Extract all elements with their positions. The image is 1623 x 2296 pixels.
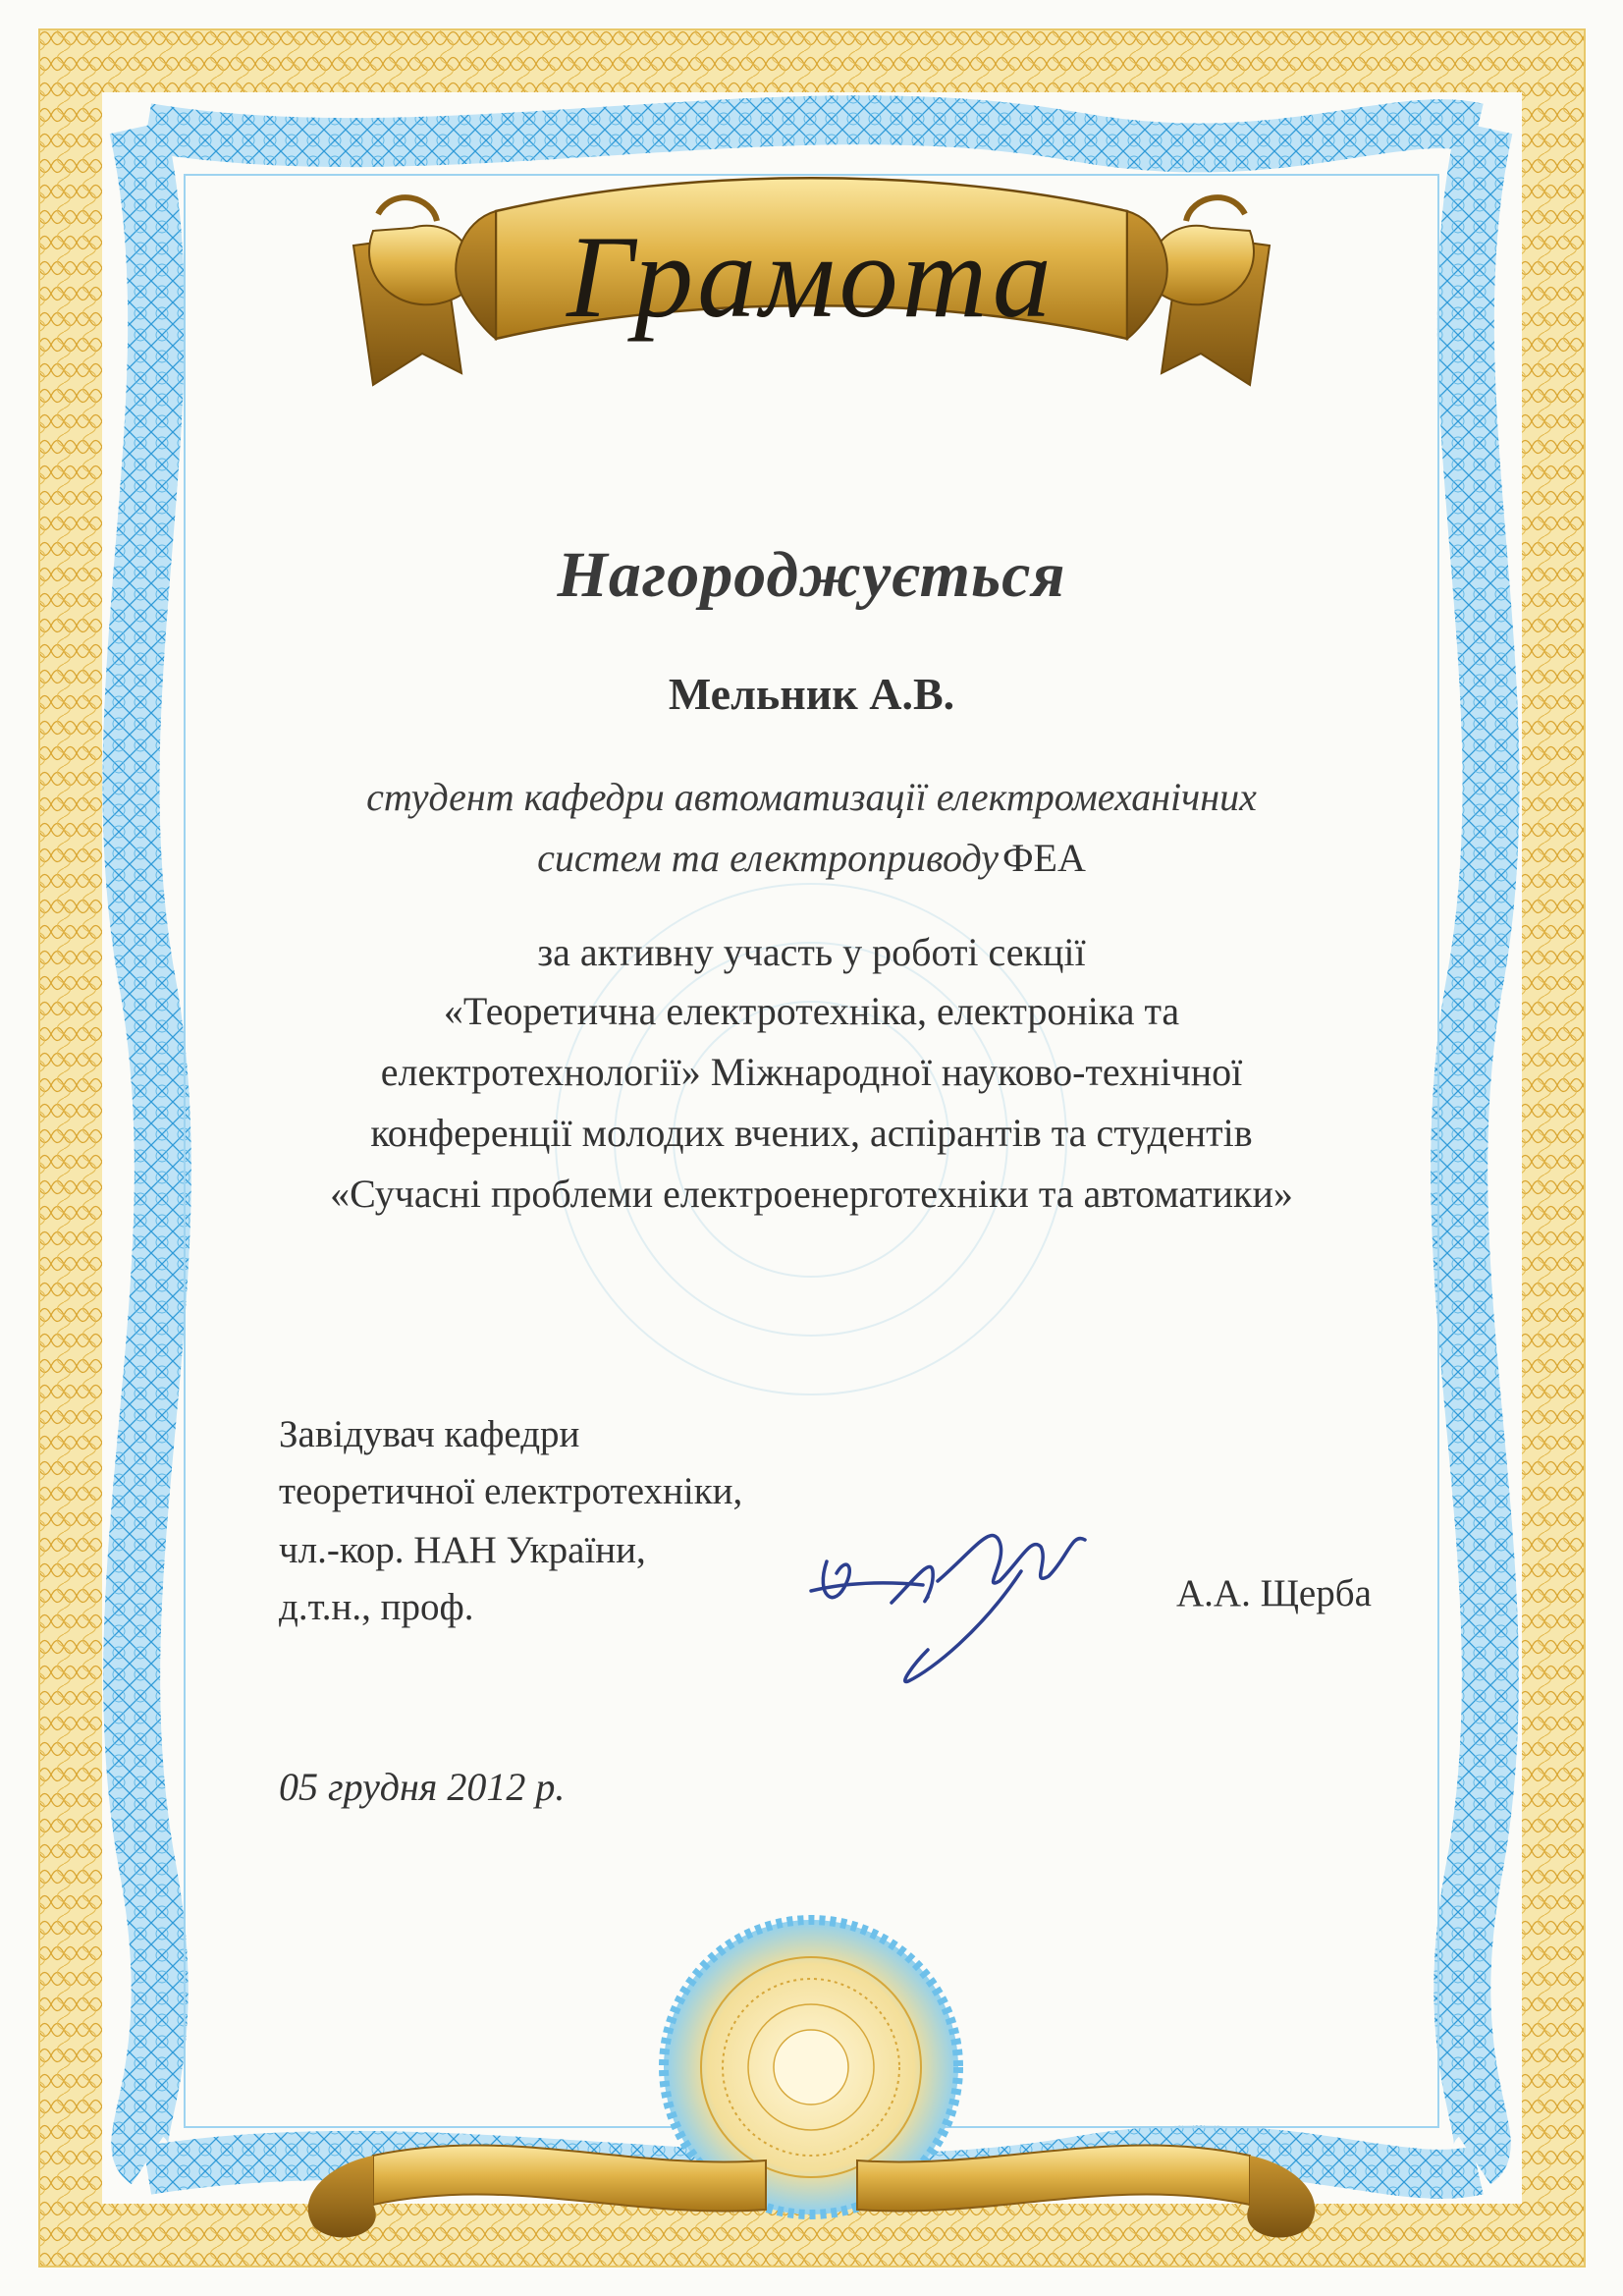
recipient-role-line-1: студент кафедри автоматизації електромеханічних	[366, 775, 1257, 819]
reason-line-1: за активну участь у роботі секції	[537, 930, 1086, 974]
signatory-title-line-1: Завідувач кафедри	[279, 1413, 580, 1455]
recipient-role-line-2-italic: систем та електроприводу	[537, 836, 999, 880]
signatory-title-line-2: теоретичної електротехніки,	[279, 1470, 743, 1512]
reason-line-5: «Сучасні проблеми електроенерготехніки та автоматики»	[330, 1172, 1293, 1216]
signatory-title-line-3: чл.-кор. НАН України,	[279, 1529, 646, 1571]
award-heading: Нагороджується	[557, 539, 1066, 611]
reason-line-4: конференції молодих вчених, аспірантів та студентів	[370, 1111, 1253, 1155]
issue-date: 05 грудня 2012 р.	[279, 1765, 566, 1809]
signatory-title-line-4: д.т.н., проф.	[279, 1586, 474, 1628]
certificate-title: Грамота	[567, 211, 1055, 342]
handwritten-signature-icon	[811, 1536, 1085, 1682]
recipient-name: Мельник А.В.	[668, 669, 955, 719]
reason-line-2: «Теоретична електротехніка, електроніка та	[443, 989, 1180, 1033]
recipient-role-line-2	[0, 835, 1623, 881]
recipient-role-line-2-faculty: ФЕА	[1001, 836, 1086, 880]
signatory-name: А.А. Щерба	[1176, 1572, 1372, 1614]
reason-line-3: електротехнології» Міжнародної науково-технічної	[380, 1050, 1243, 1094]
